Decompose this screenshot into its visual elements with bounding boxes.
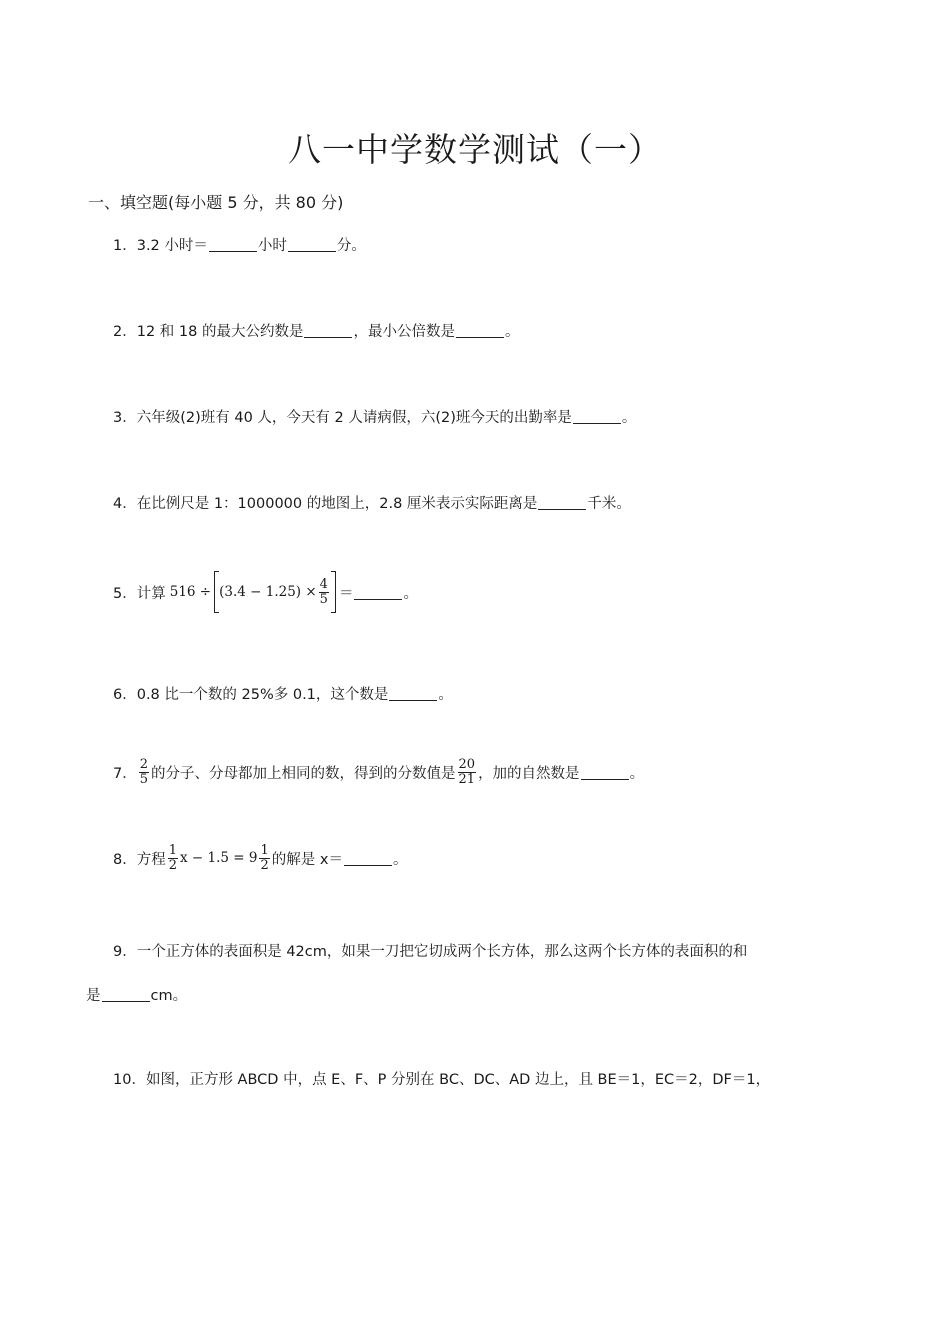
question-1 bbox=[113, 234, 366, 255]
question-8 bbox=[113, 844, 407, 872]
q1-text: 分。 bbox=[336, 238, 366, 254]
answer-blank bbox=[209, 237, 257, 252]
q8-text: 8．方程 bbox=[113, 851, 166, 868]
q8-expression: x − 1.5 = 9 bbox=[180, 850, 258, 867]
q7-text: 的分子、分母都加上相同的数，得到的分数值是 bbox=[151, 765, 456, 782]
q7-text: ，加的自然数是 bbox=[478, 765, 580, 782]
equals-sign: ＝ bbox=[338, 585, 354, 602]
question-3 bbox=[113, 406, 636, 427]
answer-blank bbox=[304, 323, 352, 338]
answer-blank bbox=[581, 765, 629, 780]
q9-text: 9．一个正方体的表面积是 42cm，如果一刀把它切成两个长方体，那么这两个长方体的表面积的和 bbox=[113, 944, 748, 960]
question-2 bbox=[113, 320, 519, 341]
numerator: 4 bbox=[319, 576, 328, 592]
fraction bbox=[259, 844, 269, 872]
question-9 bbox=[113, 940, 747, 961]
answer-blank bbox=[102, 987, 150, 1002]
answer-blank bbox=[573, 409, 621, 424]
question-7 bbox=[113, 758, 644, 786]
square-bracket bbox=[214, 572, 336, 612]
q9-text: 是 bbox=[86, 988, 101, 1004]
q7-text: 。 bbox=[629, 765, 645, 782]
answer-blank bbox=[288, 237, 336, 252]
q6-text: 。 bbox=[438, 687, 453, 703]
denominator: 5 bbox=[139, 771, 149, 787]
question-4 bbox=[113, 492, 631, 513]
question-10 bbox=[113, 1068, 770, 1089]
numerator: 20 bbox=[458, 757, 476, 772]
fraction bbox=[168, 844, 178, 872]
page-title: 八一中学数学测试（一） bbox=[288, 130, 662, 169]
question-9-continued bbox=[86, 984, 187, 1005]
denominator: 21 bbox=[458, 771, 476, 787]
q5-text: 5．计算 bbox=[113, 585, 166, 602]
fraction bbox=[139, 758, 149, 786]
answer-blank bbox=[344, 851, 392, 866]
q2-text: 。 bbox=[504, 324, 520, 340]
q2-text: 2．12 和 18 的最大公约数是 bbox=[113, 324, 304, 340]
q1-text: 小时 bbox=[257, 238, 287, 254]
q10-text: 10．如图，正方形 ABCD 中，点 E、F、P 分别在 BC、DC、AD 边上，且 BE＝1，EC＝2，DF＝1， bbox=[113, 1072, 771, 1088]
answer-blank bbox=[538, 495, 586, 510]
answer-blank bbox=[456, 323, 504, 338]
q5-bracket-expression: (3.4 − 1.25) × bbox=[219, 584, 317, 600]
answer-blank bbox=[354, 585, 402, 600]
q1-text: 1．3.2 小时＝ bbox=[113, 238, 208, 254]
q8-text: 。 bbox=[392, 851, 408, 868]
question-5 bbox=[113, 572, 418, 612]
question-6 bbox=[113, 683, 453, 704]
q3-text: 。 bbox=[621, 410, 637, 426]
q7-text: 7． bbox=[113, 765, 137, 782]
section-heading: 一、填空题(每小题 5 分，共 80 分) bbox=[88, 193, 344, 212]
q3-text: 3．六年级(2)班有 40 人，今天有 2 人请病假，六(2)班今天的出勤率是 bbox=[113, 410, 572, 426]
q9-text: cm。 bbox=[150, 988, 188, 1004]
fraction bbox=[458, 758, 477, 786]
fraction bbox=[319, 578, 329, 606]
denominator: 2 bbox=[260, 857, 269, 873]
q8-text: 的解是 x＝ bbox=[271, 851, 343, 868]
answer-blank bbox=[389, 686, 437, 701]
q6-text: 6．0.8 比一个数的 25%多 0.1，这个数是 bbox=[113, 687, 389, 703]
numerator: 1 bbox=[168, 843, 178, 858]
q5-text: 。 bbox=[403, 585, 418, 602]
q4-text: 4．在比例尺是 1：1000000 的地图上，2.8 厘米表示实际距离是 bbox=[113, 496, 538, 512]
q2-text: ，最小公倍数是 bbox=[353, 324, 455, 340]
q4-text: 千米。 bbox=[587, 496, 631, 512]
numerator: 1 bbox=[260, 843, 269, 858]
denominator: 5 bbox=[319, 591, 328, 607]
numerator: 2 bbox=[139, 757, 149, 772]
q5-expression: 516 ÷ bbox=[169, 584, 212, 600]
denominator: 2 bbox=[168, 857, 178, 873]
